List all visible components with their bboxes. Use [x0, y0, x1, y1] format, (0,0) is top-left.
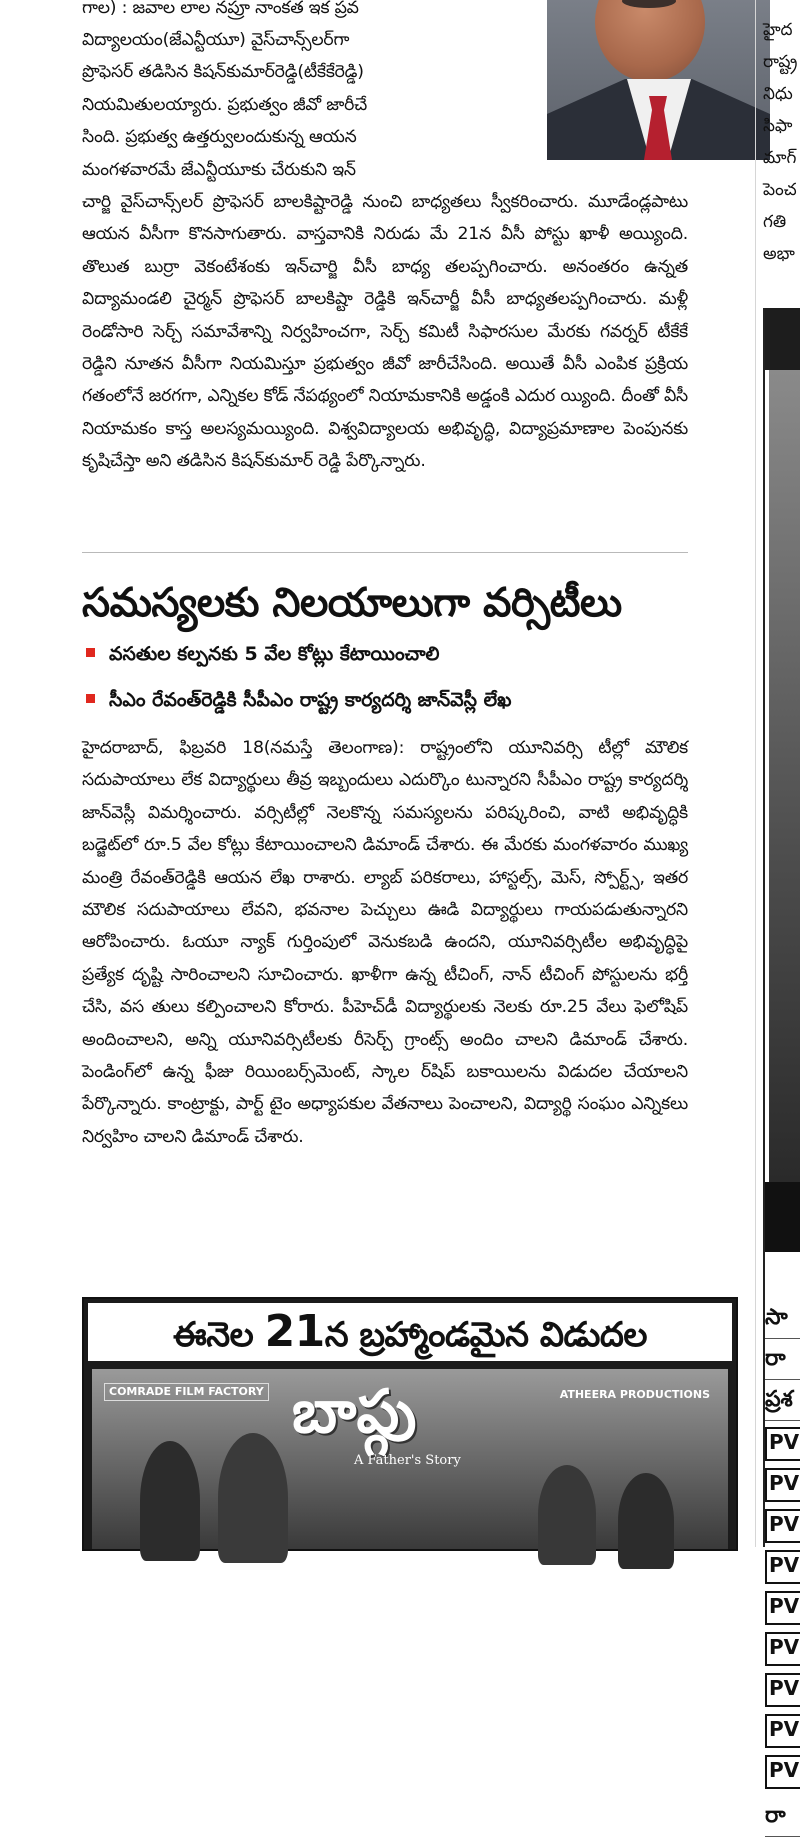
ad-banner-pre: ఈనెల — [172, 1315, 265, 1355]
theater-item: PV — [765, 1427, 800, 1461]
theater-item: PV — [765, 1591, 800, 1625]
actor-figure — [618, 1473, 674, 1569]
adjacent-line: నిధు — [763, 84, 793, 104]
article-1-top-line: గాల) : జవాల లాల నప్రూ నాంకత ఇక ప్రవ — [82, 0, 359, 18]
article-1-wrapped-line: ప్రొఫెసర్ తడిసిన కిషన్‌కుమార్‌రెడ్డి(టీకేకేరెడ్డి) — [82, 62, 364, 83]
vc-portrait-photo — [547, 0, 770, 160]
article-1-body: చార్జి వైస్‌చాన్స్‌లర్ ప్రొఫెసర్ బాలకిష్టారెడ్డి నుంచి బాధ్యతలు స్వీకరించారు. మూడేండ్లపాటు ఆయన వీసీగా కొనసాగుతారు. వాస్తవానికి నిరుడు మే 21న వీసీ పోస్టు ఖాళీ అయ్యింది. తొలుత బుర్రా వెకంటేశంకు ఇన్‌చార్జి వీసీ బాధ్య తలప్పగించారు. అనంతరం ఉన్నత విద్యామండలి చైర్మన్ ప్రొఫెసర్ బాలకిష్టా రెడ్డికి ఇన్‌చార్జీ వీసీ బాధ్యతలప్పగించారు. మళ్లీ రెండోసారి సెర్చ్ సమావేశాన్ని నిర్వహించగా, సెర్చ్ కమిటీ సిఫారసుల మేరకు గవర్నర్ టీకేకే రెడ్డిని నూతన వీసీగా నియమిస్తూ ప్రభుత్వం జీవో జారీచేసింది. అయితే వీసీ ఎంపిక ప్రక్రియ గతంలోనే జరగగా, ఎన్నికల కోడ్ నేపథ్యంలో నియామకానికి అడ్డంకి ఎదుర య్యింది. దీంతో వీసీ నియామకం కాస్త అలస్యమయ్యింది. విశ్వవిద్యాలయ అభివృద్ధి, విద్యాప్రమాణాల పెంపునకు కృషిచేస్తా అని తడిసిన కిషన్‌కుమార్ రెడ్డి పేర్కొన్నారు. — [82, 192, 688, 472]
adjacent-ad-logo-block — [765, 1182, 800, 1252]
article-2-subhead — [86, 686, 511, 714]
article-1-wrapped-line: నియమితులయ్యారు. ప్రభుత్వం జీవో జారీచే — [82, 94, 368, 115]
adjacent-line: సిఫా — [763, 116, 793, 136]
article-2-body: హైదరాబాద్, ఫిబ్రవరి 18(నమస్తే తెలంగాణ): రాష్ట్రంలోని యూనివర్సి టీల్లో మౌలిక సదుపాయాలు లేక విద్యార్థులు తీవ్ర ఇబ్బందులు ఎదుర్కొం టున్నారని సీపీఎం రాష్ట్ర కార్యదర్శి జాన్‌వెస్లీ విమర్శించారు. వర్సిటీల్లో నెలకొన్న సమస్యలను పరిష్కరించి, వాటి అభివృద్ధికి బడ్జెట్‌లో రూ.5 వేల కోట్లు కేటాయించాలని డిమాండ్ చేశారు. ఈ మేరకు మంగళవారం ముఖ్య మంత్రి రేవంత్‌రెడ్డికి ఆయన లేఖ రాశారు. ల్యాబ్ పరికరాలు, హాస్టల్స్, మెస్, స్పోర్ట్స్, ఇతర మౌలిక సదుపాయాలు లేవని, భవనాల పెచ్చులు ఊడి విద్యార్థులు గాయపడుతున్నారని ఆరోపించారు. ఓయూ న్యాక్ గుర్తింపులో వెనుకబడి ఉందని, యూనివర్సిటీల అభివృద్ధిపై ప్రత్యేక దృష్టి సారించాలని సూచించారు. ఖాళీగా ఉన్న టీచింగ్, నాన్ టీచింగ్ పోస్టులను భర్తీ చేసి, వస తులు కల్పించాలని కోరారు. పీహెచ్‌డీ విద్యార్థులకు నెలకు రూ.25 వేలు ఫెలోషిప్ అందించాలని, అన్ని యూనివర్సిటీలకు రీసెర్చ్ గ్రాంట్స్ అందిం చాలని డిమాండ్ చేశారు. పెండింగ్‌లో ఉన్న ఫీజు రియింబర్స్‌మెంట్, స్కాల ర్‌షిప్ బకాయిలను విడుదల చేయాలని పేర్కొన్నారు. కాంట్రాక్టు, పార్ట్ టైం అధ్యాపకుల వేతనాలు పెంచాలని, విద్యార్థి సంఘం ఎన్నికలు నిర్వహిం చాలని డిమాండ్ చేశారు. — [82, 738, 688, 1147]
adjacent-advertisement — [763, 308, 800, 1828]
theater-item: PV — [765, 1468, 800, 1502]
article-2-subhead — [86, 640, 439, 668]
adjacent-ad-header — [765, 308, 800, 370]
adjacent-line: హైద — [763, 20, 793, 40]
subhead-text: సీఎం రేవంత్‌రెడ్డికి సీపీఎం రాష్ట్ర కార్యదర్శి జాన్‌వెస్లీ లేఖ — [109, 689, 512, 711]
adjacent-article-text — [763, 14, 800, 270]
article-1 — [82, 0, 688, 478]
actor-figure — [218, 1433, 288, 1563]
theater-item: PV — [765, 1714, 800, 1748]
adjacent-line: రాష్ట్ర — [763, 52, 798, 72]
adjacent-ad-listing — [765, 1298, 800, 1837]
adjacent-ad-image — [769, 370, 800, 1182]
bullet-icon — [86, 648, 95, 657]
producer-logo-left: COMRADE FILM FACTORY — [104, 1383, 269, 1401]
theater-item: PV — [765, 1755, 800, 1789]
article-1-wrapped-line: విద్యాలయం(జేఎన్టీయూ) వైస్‌చాన్స్‌లర్‌గా — [82, 30, 350, 50]
actor-figure — [538, 1465, 596, 1565]
adjacent-ad-label: రా — [765, 1339, 800, 1380]
movie-advertisement — [82, 1297, 738, 1551]
article-1-wrapped-line: సింది. ప్రభుత్వ ఉత్తర్వులందుకున్న ఆయన — [82, 127, 357, 148]
ad-banner — [88, 1303, 732, 1361]
subhead-text: వసతుల కల్పనకు 5 వేల కోట్లు కేటాయించాలి — [109, 643, 440, 665]
theater-item: PV — [765, 1550, 800, 1584]
theater-item: PV — [765, 1673, 800, 1707]
adjacent-ad-label: రా — [765, 1796, 800, 1837]
ad-banner-post: న బ్రహ్మాండమైన విడుదల — [324, 1315, 648, 1355]
movie-tagline: A Father's Story — [354, 1453, 461, 1468]
theater-item: PV — [765, 1509, 800, 1543]
adjacent-ad-label: ప్రశ — [765, 1380, 800, 1421]
article-2-headline: సమస్యలకు నిలయాలుగా వర్సిటీలు — [82, 580, 622, 626]
ad-poster-image — [92, 1369, 728, 1549]
ad-banner-date: 21 — [264, 1306, 325, 1357]
theater-item: PV — [765, 1632, 800, 1666]
actor-figure — [140, 1441, 200, 1561]
bullet-icon — [86, 694, 95, 703]
producer-logo-right: ATHEERA PRODUCTIONS — [559, 1388, 710, 1401]
movie-title: బాప్గు — [292, 1377, 419, 1447]
adjacent-line: పెంచ — [763, 180, 797, 200]
section-divider — [82, 552, 688, 553]
adjacent-line: అభా — [763, 244, 795, 264]
adjacent-ad-label: సా — [765, 1298, 800, 1339]
article-1-wrapped-line: మంగళవారమే జేఎన్టీయూకు చేరుకుని ఇన్ — [82, 159, 356, 180]
adjacent-line: గతి — [763, 212, 787, 232]
adjacent-line: మాగ్ — [763, 148, 797, 168]
